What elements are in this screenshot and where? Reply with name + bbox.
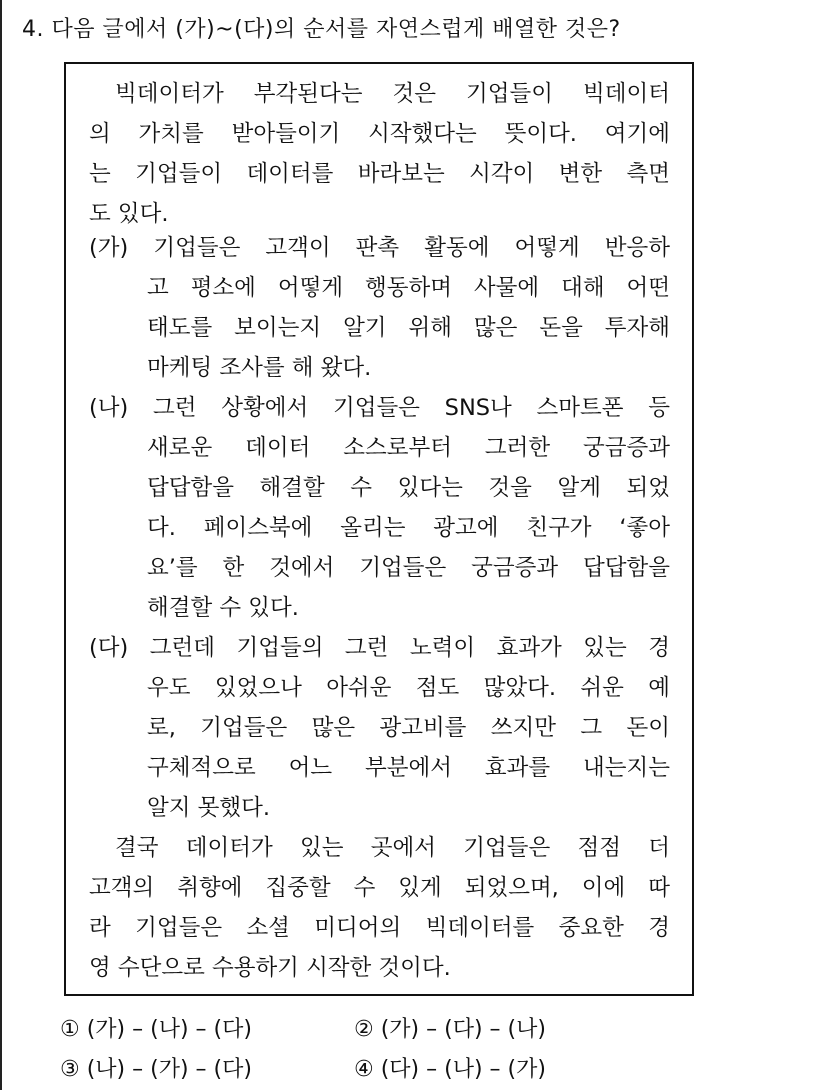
item-da-line: 우도 있었으나 아쉬운 점도 많았다. 쉬운 예 <box>147 675 670 701</box>
passage-conclusion-line: 결국 데이터가 있는 곳에서 기업들은 점점 더 <box>115 835 670 861</box>
passage-intro-line: 는 기업들이 데이터를 바라보는 시각이 변한 측면 <box>89 161 670 187</box>
item-na-line: 새로운 데이터 소스로부터 그러한 궁금증과 <box>147 435 670 461</box>
passage-conclusion-line: 라 기업들은 소셜 미디어의 빅데이터를 중요한 경 <box>89 915 670 941</box>
item-da-line: 알지 못했다. <box>147 795 270 821</box>
question-stem: 4. 다음 글에서 (가)~(다)의 순서를 자연스럽게 배열한 것은? <box>22 17 621 42</box>
item-ga-line: 마케팅 조사를 해 왔다. <box>147 355 372 381</box>
passage-intro-line: 도 있다. <box>89 201 169 227</box>
passage-conclusion-line: 고객의 취향에 집중할 수 있게 되었으며, 이에 따 <box>89 875 670 901</box>
answer-choice-2[interactable]: ② (가) – (다) – (나) <box>354 1017 546 1042</box>
item-na-line: 답답함을 해결할 수 있다는 것을 알게 되었 <box>147 475 670 501</box>
answer-choice-4[interactable]: ④ (다) – (나) – (가) <box>354 1057 546 1082</box>
item-na-line: 요’를 한 것에서 기업들은 궁금증과 답답함을 <box>147 555 670 581</box>
item-da-line: 로, 기업들은 많은 광고비를 쓰지만 그 돈이 <box>147 715 670 741</box>
item-ga-line: (가) 기업들은 고객이 판촉 활동에 어떻게 반응하 <box>89 235 670 261</box>
item-ga-line: 고 평소에 어떻게 행동하며 사물에 대해 어떤 <box>147 275 670 301</box>
passage-intro-line: 빅데이터가 부각된다는 것은 기업들이 빅데이터 <box>115 81 670 107</box>
item-na-line: 다. 페이스북에 올리는 광고에 친구가 ‘좋아 <box>147 515 670 541</box>
page-left-rule <box>0 0 2 1090</box>
item-na-line: 해결할 수 있다. <box>147 595 299 621</box>
item-ga-line: 태도를 보이는지 알기 위해 많은 돈을 투자해 <box>147 315 670 341</box>
item-da-line: (다) 그런데 기업들의 그런 노력이 효과가 있는 경 <box>89 635 670 661</box>
passage-intro-line: 의 가치를 받아들이기 시작했다는 뜻이다. 여기에 <box>89 121 670 147</box>
item-na-line: (나) 그런 상황에서 기업들은 SNS나 스마트폰 등 <box>89 395 670 421</box>
item-da-line: 구체적으로 어느 부분에서 효과를 내는지는 <box>147 755 670 781</box>
answer-choice-3[interactable]: ③ (나) – (가) – (다) <box>60 1057 252 1082</box>
answer-choice-1[interactable]: ① (가) – (나) – (다) <box>60 1017 252 1042</box>
passage-conclusion-line: 영 수단으로 수용하기 시작한 것이다. <box>89 955 451 981</box>
